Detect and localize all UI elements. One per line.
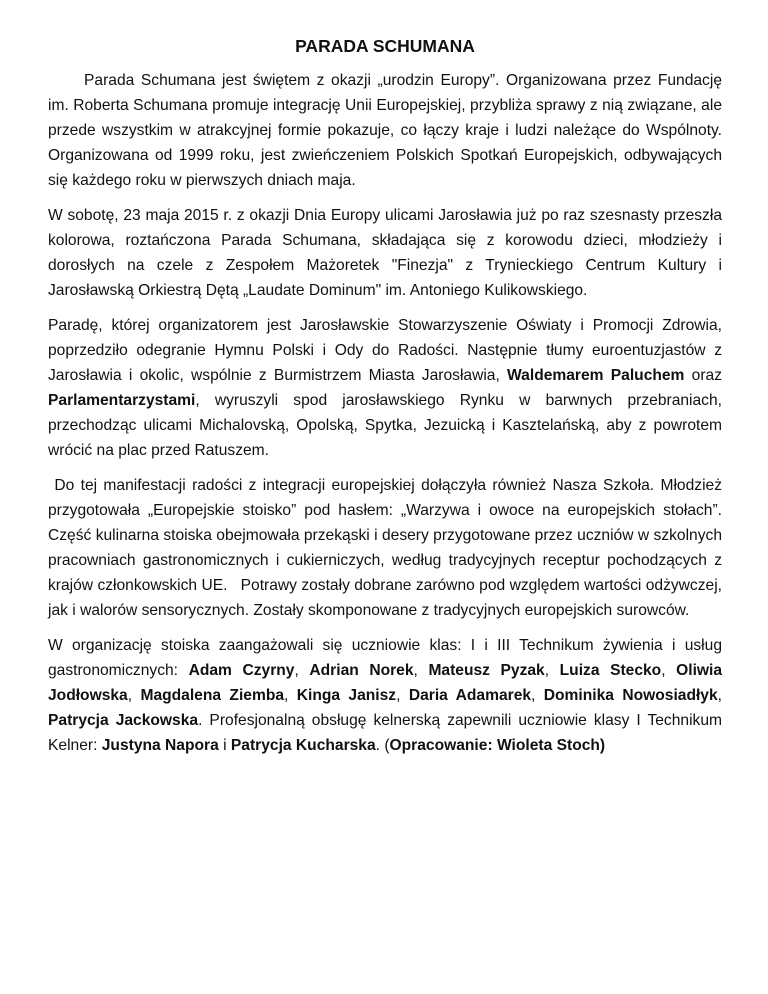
waiter-name: Patrycja Kucharska (230, 737, 376, 754)
waiters-intro: . Profesjonalną obsługę kelnerską zapewnili uczniowie klasy I Technikum Kelner: (48, 712, 722, 754)
separator: , (544, 662, 560, 679)
student-name: Magdalena Ziemba (140, 687, 285, 704)
student-name: Daria Adamarek (408, 687, 532, 704)
document-title: PARADA SCHUMANA (295, 36, 475, 56)
mayor-name: Waldemarem Paluchem (507, 367, 685, 384)
separator: , (717, 687, 722, 704)
parliamentarians-label: Parlamentarzystami (48, 392, 196, 409)
student-name: Patrycja Jackowska (48, 712, 199, 729)
separator: , (661, 662, 677, 679)
conjunction-text: oraz (684, 367, 722, 384)
punctuation-text: . ( (375, 737, 390, 754)
paragraph-intro: Parada Schumana jest świętem z okazji „urodzin Europy”. Organizowana przez Fundację im. Roberta Schumana promuje integrację Unii Europejskiej, przybliża sprawy z nią związane, ale przede wszystkim w atrakcyjnej formie pokazuje, co łączy kraje i ludzi należące do Wspólnoty. Organizowana od 1999 roku, jest zwieńczeniem Polskich Spotkań Europejskich, odbywających się każdego roku w pierwszych dniach maja. (48, 72, 722, 189)
organizer-text: Paradę, której organizatorem jest Jarosławskie Stowarzyszenie Oświaty i Promocji Zdrowia, poprzedziło odegranie Hymnu Polski i Ody do Radości. Następnie tłumy euroentuzjastów z Jarosławia i okolic, wspólnie z Burmistrzem Miasta Jarosławia, (48, 317, 722, 384)
separator: , (531, 687, 544, 704)
separator: , (294, 662, 310, 679)
participants-intro: W organizację stoiska zaangażowali się uczniowie klas: I i III Technikum żywienia i usług gastronomicznych: (48, 637, 722, 679)
waiter-name: Justyna Napora (101, 737, 219, 754)
student-name: Luiza Stecko (559, 662, 662, 679)
student-name: Oliwia Jodłowska (48, 662, 723, 704)
author-credit: Opracowanie: Wioleta Stoch) (389, 737, 606, 754)
separator: , (284, 687, 297, 704)
student-name: Kinga Janisz (296, 687, 397, 704)
conjunction-text: i (218, 737, 231, 754)
paragraph-parade-2015: W sobotę, 23 maja 2015 r. z okazji Dnia Europy ulicami Jarosławia już po raz szesnasty przeszła kolorowa, roztańczona Parada Schumana, składająca się z korowodu dzieci, młodzieży i dorosłych na czele z Zespołem Mażoretek "Finezja" z Trynieckiego Centrum Kultury i Jarosławską Orkiestrą Dętą „Laudate Dominum" im. Antoniego Kulikowskiego. (48, 207, 722, 299)
student-name: Adrian Norek (309, 662, 414, 679)
separator: , (413, 662, 429, 679)
paragraph-school-stand: Do tej manifestacji radości z integracji europejskiej dołączyła również Nasza Szkoła. Młodzież przygotowała „Europejskie stoisko” pod hasłem: „Warzywa i owoce na europejskich stołach”. Część kulinarna stoiska obejmowała przekąski i desery przygotowane przez uczniów w szkolnych pracowniach gastronomicznych i cukierniczych, według tradycyjnych receptur pochodzących z krajów członkowskich UE. Potrawy zostały dobrane zarówno pod względem wartości odżywczej, jak i walorów sensorycznych. Zostały skomponowane z tradycyjnych europejskich surowców. (48, 477, 727, 619)
separator: , (396, 687, 409, 704)
paragraph-participants (48, 633, 722, 758)
separator: , (127, 687, 141, 704)
student-name: Mateusz Pyzak (428, 662, 545, 679)
paragraph-organizer (48, 313, 722, 463)
route-text: , wyruszyli spod jarosławskiego Rynku w barwnych przebraniach, przechodząc ulicami Michalovską, Opolską, Spytka, Jezuicką i Kasztelańską, aby z powrotem wrócić na plac przed Ratuszem. (48, 392, 722, 459)
student-name: Adam Czyrny (188, 662, 295, 679)
student-name: Dominika Nowosiadłyk (543, 687, 718, 704)
